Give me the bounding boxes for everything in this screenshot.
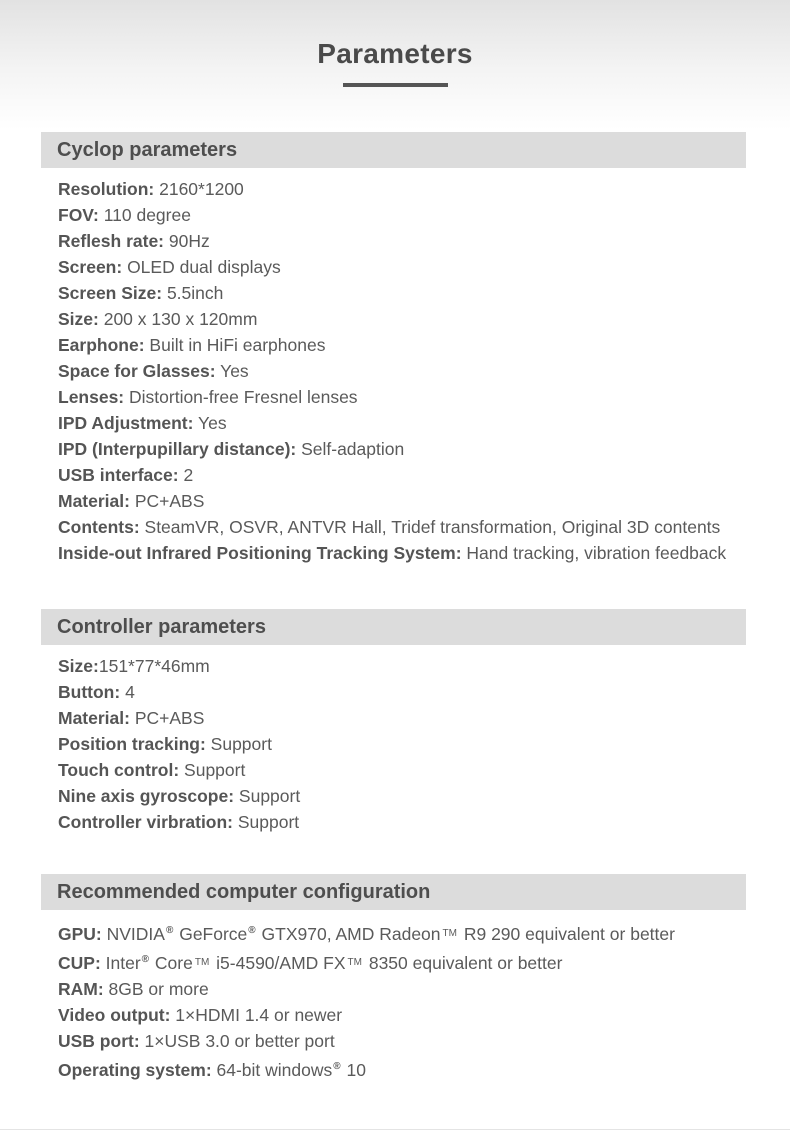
cyclop-section-header: Cyclop parameters	[41, 132, 746, 168]
param-value: 200 x 130 x 120mm	[98, 309, 258, 329]
param-row	[58, 679, 746, 705]
param-row-usb-port	[58, 1028, 746, 1054]
param-row-gpu	[58, 918, 746, 947]
param-label: GPU:	[58, 924, 102, 944]
param-label: Video output:	[58, 1005, 171, 1025]
param-value: 8GB or more	[103, 979, 209, 999]
param-value: SteamVR, OSVR, ANTVR Hall, Tridef transformation, Original 3D contents	[139, 517, 721, 537]
gpu-rest-1: GTX970, AMD Radeon	[256, 924, 441, 944]
param-value: 2160*1200	[154, 179, 244, 199]
param-row	[58, 384, 746, 410]
param-row	[58, 705, 746, 731]
param-label: FOV:	[58, 205, 99, 225]
computer-section	[41, 874, 746, 1083]
param-label: Position tracking:	[58, 734, 206, 754]
cup-rest-2: 8350 equivalent or better	[363, 953, 563, 973]
param-label: Button:	[58, 682, 121, 702]
computer-section-header: Recommended computer configuration	[41, 874, 746, 910]
computer-param-list	[41, 910, 746, 1083]
param-value: Support	[179, 760, 246, 780]
param-value: Support	[234, 786, 301, 806]
trademark-mark: TM	[442, 928, 457, 939]
param-row	[58, 731, 746, 757]
gpu-rest-2: R9 290 equivalent or better	[458, 924, 675, 944]
param-row	[58, 757, 746, 783]
param-row	[58, 358, 746, 384]
param-row	[58, 228, 746, 254]
param-value: 151*77*46mm	[98, 656, 210, 676]
param-label: Material:	[58, 708, 130, 728]
param-label: Screen:	[58, 257, 123, 277]
param-label: Size:	[58, 656, 99, 676]
param-row	[58, 540, 746, 566]
param-label: Controller virbration:	[58, 812, 234, 832]
param-value: 4	[120, 682, 135, 702]
param-value: Distortion-free Fresnel lenses	[124, 387, 358, 407]
param-label: IPD (Interpupillary distance):	[58, 439, 297, 459]
param-label: Inside-out Infrared Positioning Tracking System:	[58, 543, 462, 563]
param-value: Yes	[193, 413, 227, 433]
bottom-divider	[0, 1129, 790, 1130]
param-label: Space for Glasses:	[58, 361, 216, 381]
param-row	[58, 653, 746, 679]
param-value: Hand tracking, vibration feedback	[461, 543, 727, 563]
param-value: PC+ABS	[129, 708, 205, 728]
param-row	[58, 809, 746, 835]
trademark-mark: TM	[347, 957, 362, 968]
param-row	[58, 332, 746, 358]
title-underline	[343, 83, 448, 87]
page-title: Parameters	[317, 38, 473, 69]
param-label: RAM:	[58, 979, 104, 999]
param-label: USB interface:	[58, 465, 179, 485]
registered-mark: ®	[248, 925, 256, 936]
param-row-ram	[58, 976, 746, 1002]
param-label: Contents:	[58, 517, 140, 537]
param-value: OLED dual displays	[122, 257, 281, 277]
trademark-mark: TM	[194, 957, 210, 968]
param-value: Built in HiFi earphones	[144, 335, 326, 355]
param-label: Operating system:	[58, 1060, 212, 1080]
param-value: 5.5inch	[162, 283, 224, 303]
param-row	[58, 488, 746, 514]
registered-mark: ®	[141, 954, 150, 965]
os-value: 64-bit windows	[211, 1060, 333, 1080]
param-row	[58, 436, 746, 462]
param-label: CUP:	[58, 953, 101, 973]
cyclop-param-list	[41, 168, 746, 566]
param-label: Screen Size:	[58, 283, 163, 303]
gpu-geforce: GeForce	[174, 924, 248, 944]
cup-core: Core	[150, 953, 193, 973]
param-value: 110 degree	[98, 205, 191, 225]
gpu-nvidia: NVIDIA	[101, 924, 165, 944]
controller-section	[41, 609, 746, 835]
param-label: USB port:	[58, 1031, 140, 1051]
param-value: Self-adaption	[296, 439, 405, 459]
param-value: 1×HDMI 1.4 or newer	[170, 1005, 343, 1025]
param-label: Lenses:	[58, 387, 125, 407]
param-value: 2	[178, 465, 194, 485]
param-label: Material:	[58, 491, 130, 511]
cyclop-section	[41, 132, 746, 566]
param-row	[58, 254, 746, 280]
param-label: Nine axis gyroscope:	[58, 786, 235, 806]
param-label: Earphone:	[58, 335, 145, 355]
os-version: 10	[341, 1060, 366, 1080]
param-label: IPD Adjustment:	[58, 413, 194, 433]
param-row	[58, 176, 746, 202]
param-label: Size:	[58, 309, 99, 329]
param-label: Reflesh rate:	[58, 231, 165, 251]
param-row	[58, 280, 746, 306]
registered-mark: ®	[333, 1061, 341, 1072]
param-value: 90Hz	[164, 231, 210, 251]
param-row	[58, 410, 746, 436]
param-value: Support	[205, 734, 272, 754]
controller-section-header: Controller parameters	[41, 609, 746, 645]
param-row-cup	[58, 947, 746, 976]
registered-mark: ®	[165, 925, 174, 936]
cup-inter: Inter	[100, 953, 141, 973]
param-value: PC+ABS	[129, 491, 205, 511]
param-row	[58, 202, 746, 228]
param-label: Resolution:	[58, 179, 155, 199]
param-value: 1×USB 3.0 or better port	[139, 1031, 335, 1051]
param-value: Yes	[215, 361, 249, 381]
param-row	[58, 306, 746, 332]
param-label: Touch control:	[58, 760, 180, 780]
param-row	[58, 514, 746, 540]
cup-rest-1: i5-4590/AMD FX	[211, 953, 346, 973]
param-row	[58, 783, 746, 809]
param-row-video-output	[58, 1002, 746, 1028]
param-row	[58, 462, 746, 488]
param-value: Support	[233, 812, 300, 832]
controller-param-list	[41, 645, 746, 835]
param-row-operating-system	[58, 1054, 746, 1083]
